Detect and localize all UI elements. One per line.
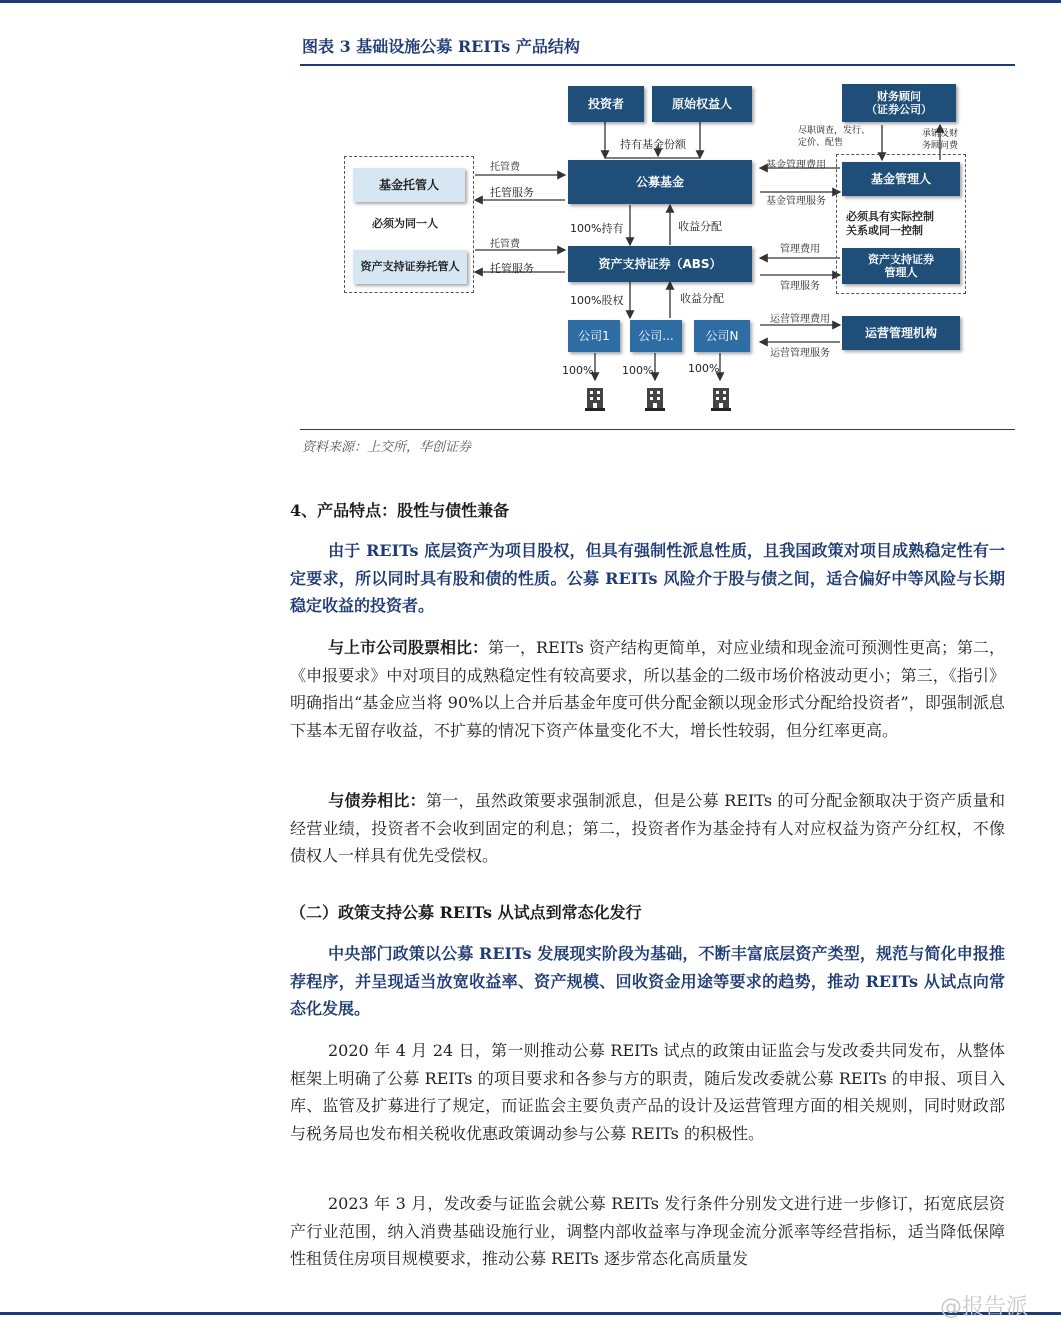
hold-fund-share-label: 持有基金份额 bbox=[620, 138, 686, 151]
op-service-label: 运营管理服务 bbox=[770, 348, 830, 359]
bottom-rule bbox=[0, 1312, 1061, 1315]
figure-source: 资料来源：上交所，华创证券 bbox=[302, 440, 472, 455]
control-relation-note: 必须具有实际控制 关系或同一控制 bbox=[846, 210, 934, 237]
mgr-service-label: 管理服务 bbox=[780, 281, 820, 292]
investor-node: 投资者 bbox=[568, 86, 644, 122]
bond-comparison-lead: 与债券相比： bbox=[328, 791, 426, 810]
fund-manager-node: 基金管理人 bbox=[842, 162, 960, 196]
company-n-node: 公司N bbox=[694, 320, 750, 352]
stock-comparison-paragraph bbox=[290, 634, 1005, 744]
custody-service-label-2: 托管服务 bbox=[490, 262, 534, 275]
mgmt-fee-label: 基金管理费用 bbox=[766, 160, 826, 171]
abs-node: 资产支持证券（ABS） bbox=[568, 246, 752, 282]
operator-node: 运营管理机构 bbox=[842, 316, 960, 350]
public-fund-node: 公募基金 bbox=[568, 160, 752, 204]
income-dist-label-2: 收益分配 bbox=[680, 292, 724, 305]
pct-label-3: 100% bbox=[688, 362, 720, 375]
policy-2020-text: 2020 年 4 月 24 日，第一则推动公募 REITs 试点的政策由证监会与发改委共同发布，从整体框架上明确了公募 REITs 的项目要求和各参与方的职责，随后发改委就公募 REITs 的申报、项目入库、监管及扩募进行了规定，而证监会主要负责产品的设计及运营管理方面的相关规则，同时财政部与税务局也发布相关税收优惠政策调动参与公募 REITs 的积极性。 bbox=[290, 1041, 1005, 1143]
abs-custodian-node: 资产支持证券托管人 bbox=[353, 250, 467, 284]
mgmt-service-label: 基金管理服务 bbox=[766, 196, 826, 207]
figure-bottom-rule bbox=[300, 429, 1015, 430]
fund-custodian-node: 基金托管人 bbox=[353, 168, 465, 202]
custody-service-label-1: 托管服务 bbox=[490, 186, 534, 199]
policy-2020-paragraph bbox=[290, 1037, 1005, 1147]
original-owner-node: 原始权益人 bbox=[652, 86, 752, 122]
watermark: @报告派 bbox=[940, 1295, 1029, 1320]
company-etc-node: 公司... bbox=[630, 320, 682, 352]
op-fee-label: 运营管理费用 bbox=[770, 314, 830, 325]
building-icon bbox=[644, 386, 666, 412]
custody-fee-label-1: 托管费 bbox=[490, 162, 520, 173]
due-diligence-label: 尽职调查，发行、 定价、配售 bbox=[798, 126, 871, 148]
bond-comparison-paragraph bbox=[290, 787, 1005, 870]
stock-comparison-lead: 与上市公司股票相比： bbox=[328, 638, 489, 657]
top-rule bbox=[0, 0, 1061, 3]
bond-comparison-text: 第一，虽然政策要求强制派息，但是公募 REITs 的可分配金额取决于资产质量和经营业绩，投资者不会收到固定的利息；第二，投资者作为基金持有人对应权益为资产分红权，不像债权人一样具有优先受偿权。 bbox=[290, 791, 1005, 865]
section-2-summary-text: 中央部门政策以公募 REITs 发展现实阶段为基础，不断丰富底层资产类型，规范与简化申报推荐程序，并呈现适当放宽收益率、资产规模、回收资金用途等要求的趋势，推动 REITs 从试点向常态化发展。 bbox=[290, 944, 1005, 1018]
custody-fee-label-2: 托管费 bbox=[490, 239, 520, 250]
policy-2023-paragraph bbox=[290, 1190, 1005, 1278]
underwriting-label: 承销及财 务顾问费 bbox=[922, 129, 959, 151]
section-2-title: （二）政策支持公募 REITs 从试点到常态化发行 bbox=[290, 903, 642, 922]
abs-manager-node: 资产支持证券 管理人 bbox=[842, 248, 960, 284]
figure-top-rule bbox=[300, 64, 1015, 66]
policy-2023-text: 2023 年 3 月，发改委与证监会就公募 REITs 发行条件分别发文进行进一步修订，拓宽底层资产行业范围，纳入消费基础设施行业，调整内部收益率与净现金流分派率等经营指标，适当降低保障性租赁住房项目规模要求，推动公募 REITs 逐步常态化高质量发 bbox=[290, 1194, 1005, 1268]
company-1-node: 公司1 bbox=[568, 320, 620, 352]
same-entity-note: 必须为同一人 bbox=[372, 217, 438, 230]
hold-100-label: 100%持有 bbox=[570, 222, 624, 235]
section-2-summary bbox=[290, 940, 1005, 1023]
income-dist-label-1: 收益分配 bbox=[678, 220, 722, 233]
mgr-fee-label: 管理费用 bbox=[780, 244, 820, 255]
section-4-title: 4、产品特点：股性与债性兼备 bbox=[290, 501, 510, 520]
section-4-summary bbox=[290, 537, 1005, 620]
pct-label-2: 100% bbox=[622, 364, 654, 377]
equity-100-label: 100%股权 bbox=[570, 294, 624, 307]
stock-comparison-text: 第一，REITs 资产结构更简单，对应业绩和现金流可预测性更高；第二，《申报要求》中对项目的成熟稳定性有较高要求，所以基金的二级市场价格波动更小；第三，《指引》明确指出“基金应当将 90%以上合并后基金年度可供分配金额以现金形式分配给投资者”，即强制派息下基本无留存收益，不扩募的情况下资产体量变化不大，增长性较弱，但分红率更高。 bbox=[290, 638, 1005, 740]
figure-title: 图表 3 基础设施公募 REITs 产品结构 bbox=[302, 37, 580, 56]
pct-label-1: 100% bbox=[562, 364, 594, 377]
building-icon bbox=[710, 386, 732, 412]
financial-advisor-node: 财务顾问 （证券公司） bbox=[842, 84, 956, 122]
building-icon bbox=[584, 386, 606, 412]
reits-structure-diagram bbox=[300, 70, 1015, 425]
section-4-summary-text: 由于 REITs 底层资产为项目股权，但具有强制性派息性质，且我国政策对项目成熟稳定性有一定要求，所以同时具有股和债的性质。公募 REITs 风险介于股与债之间，适合偏好中等风险与长期稳定收益的投资者。 bbox=[290, 541, 1005, 615]
